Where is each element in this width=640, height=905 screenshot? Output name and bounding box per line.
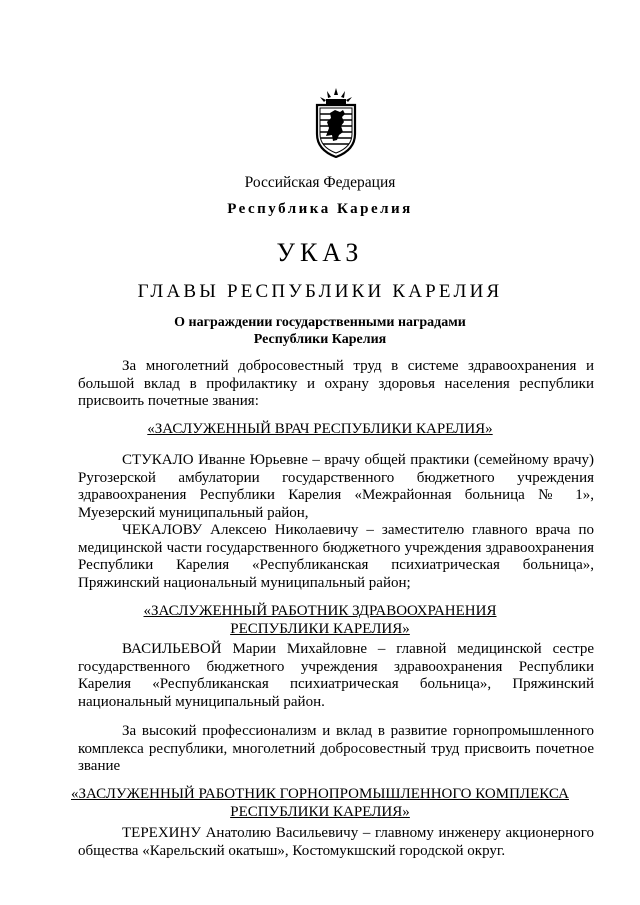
award-title-honored-doctor — [0, 421, 640, 439]
award-paragraph-terekhin: ТЕРЕХИНУ Анатолию Васильевичу – главному инженеру акционерного общества «Карельский окатыш», Костомукшский городской округ. — [78, 825, 594, 859]
award-title-honored-healthcare-worker — [0, 603, 640, 638]
award-paragraph-stukalo: СТУКАЛО Иванне Юрьевне – врачу общей практики (семейному врачу) Ругозерской амбулатории государственного бюджетного учреждения здравоохранения Республики Карелия «Межрайонная больница № 1», Муезерский муниципальный район, — [78, 452, 594, 521]
award-paragraph-vasilyeva: ВАСИЛЬЕВОЙ Марии Михайловне – главной медицинской сестре государственного бюджетного учреждения здравоохранения Республики Карелия «Республиканская психиатрическая больница», Пряжинский национальный муниципальный район. — [78, 641, 594, 710]
issuer-heading: ГЛАВЫ РЕСПУБЛИКИ КАРЕЛИЯ — [137, 281, 503, 302]
decree-subject-line-1: О награждении государственными наградами — [174, 315, 466, 330]
decree-subject — [0, 314, 640, 348]
document-type-heading: УКАЗ — [276, 238, 364, 267]
award-paragraph-chekalov: ЧЕКАЛОВУ Алексею Николаевичу – заместителю главного врача по медицинской части государственного бюджетного учреждения здравоохранения Республики Карелия «Республиканская психиатрическая больница», Пряжинский национальный муниципальный район; — [78, 522, 594, 591]
award-title-honored-mining-worker — [0, 786, 640, 821]
award-title-line-1: «ЗАСЛУЖЕННЫЙ РАБОТНИК ГОРНОПРОМЫШЛЕННОГО КОМПЛЕКСА — [71, 786, 569, 802]
intro-paragraph-healthcare: За многолетний добросовестный труд в системе здравоохранения и большой вклад в профилактику и охрану здоровья населения республики присвоить почетные звания: — [78, 358, 594, 410]
country-line: Российская Федерация — [244, 174, 396, 191]
award-title-line-2: РЕСПУБЛИКИ КАРЕЛИЯ» — [230, 620, 410, 637]
award-title-line-1: «ЗАСЛУЖЕННЫЙ РАБОТНИК ЗДРАВООХРАНЕНИЯ — [143, 603, 497, 619]
republic-line: Республика Карелия — [227, 201, 413, 217]
award-title-text: «ЗАСЛУЖЕННЫЙ ВРАЧ РЕСПУБЛИКИ КАРЕЛИЯ» — [147, 421, 493, 437]
decree-subject-line-2: Республики Карелия — [253, 332, 387, 347]
intro-paragraph-mining: За высокий профессионализм и вклад в развитие горнопромышленного комплекса республики, многолетний добросовестный труд присвоить почетное звание — [78, 723, 594, 775]
coat-of-arms-icon — [312, 88, 360, 158]
award-title-line-2: РЕСПУБЛИКИ КАРЕЛИЯ» — [230, 803, 410, 820]
